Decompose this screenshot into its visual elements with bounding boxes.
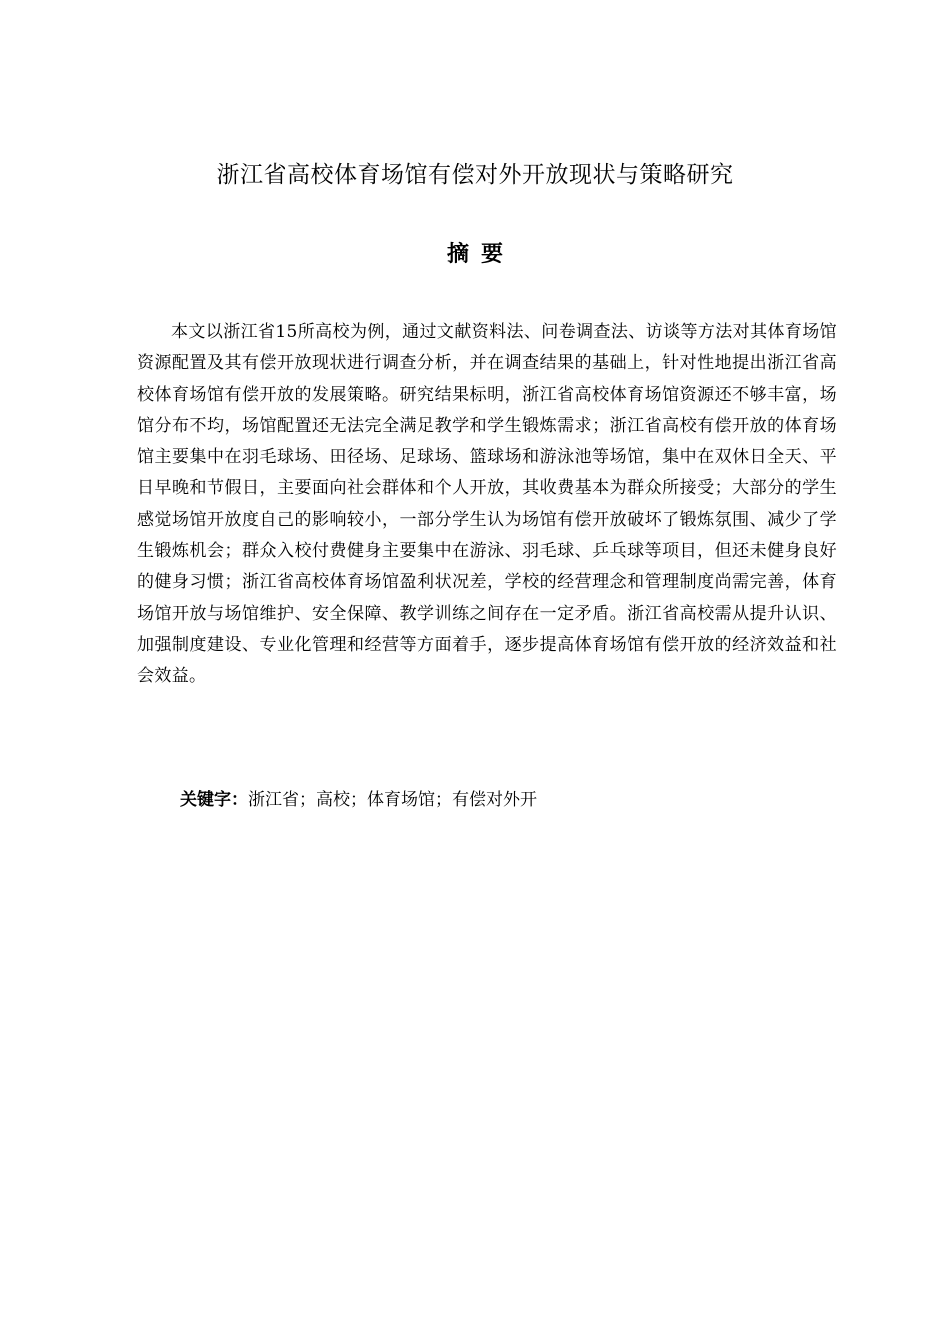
paper-title: 浙江省高校体育场馆有偿对外开放现状与策略研究 bbox=[216, 162, 734, 188]
abstract-heading-char-1: 摘 bbox=[446, 242, 469, 267]
keywords-line bbox=[180, 784, 830, 816]
abstract-paragraph: 本文以浙江省15所高校为例，通过文献资料法、问卷调查法、访谈等方法对其体育场馆资源配置及其有偿开放现状进行调查分析，并在调查结果的基础上，针对性地提出浙江省高校体育场馆有偿开放的发展策略。研究结果标明，浙江省高校体育场馆资源还不够丰富，场馆分布不均，场馆配置还无法完全满足教学和学生锻炼需求；浙江省高校有偿开放的体育场馆主要集中在羽毛球场、田径场、足球场、篮球场和游泳池等场馆，集中在双休日全天、平日早晚和节假日，主要面向社会群体和个人开放，其收费基本为群众所接受；大部分的学生感觉场馆开放度自己的影响较小，一部分学生认为场馆有偿开放破坏了锻炼氛围、减少了学生锻炼机会；群众入校付费健身主要集中在游泳、羽毛球、乒乓球等项目，但还未健身良好的健身习惯；浙江省高校体育场馆盈利状况差，学校的经营理念和管理制度尚需完善，体育场馆开放与场馆维护、安全保障、教学训练之间存在一定矛盾。浙江省高校需从提升认识、加强制度建设、专业化管理和经营等方面着手，逐步提高体育场馆有偿开放的经济效益和社会效益。 bbox=[137, 322, 837, 687]
abstract-heading-char-2: 要 bbox=[481, 242, 504, 267]
keywords-label: 关键字： bbox=[180, 790, 248, 810]
abstract-heading bbox=[0, 238, 950, 272]
keywords-text: 浙江省；高校；体育场馆；有偿对外开 bbox=[248, 790, 537, 810]
